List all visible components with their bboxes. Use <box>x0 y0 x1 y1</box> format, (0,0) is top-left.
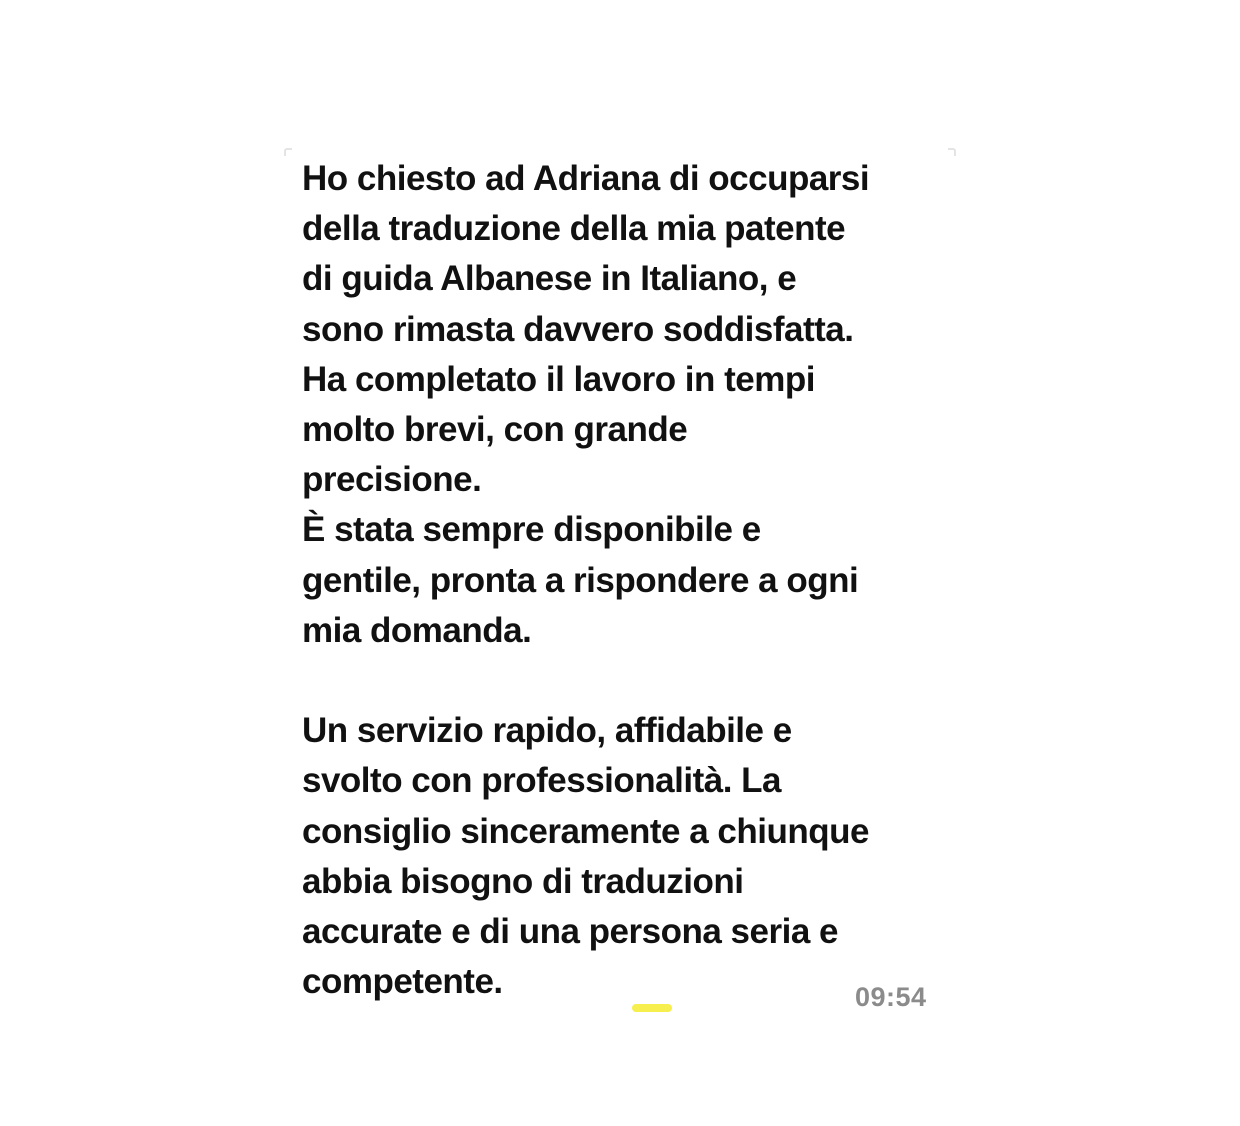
paragraph-spacer <box>302 656 952 706</box>
message-paragraph-3 <box>302 706 952 1007</box>
bubble-corner-top-left <box>284 148 292 156</box>
message-line: svolto con professionalità. La <box>302 761 781 801</box>
highlight-mark <box>632 1004 672 1012</box>
message-line: di guida Albanese in Italiano, e <box>302 259 797 299</box>
message-line: sono rimasta davvero soddisfatta. <box>302 309 854 349</box>
message-line: È stata sempre disponibile e <box>302 510 761 550</box>
message-line: abbia bisogno di traduzioni <box>302 861 744 901</box>
message-line: della traduzione della mia patente <box>302 209 846 249</box>
message-paragraph-1 <box>302 154 952 505</box>
message-line: mia domanda. <box>302 610 532 650</box>
message-line: competente. <box>302 962 503 1002</box>
message-line: Un servizio rapido, affidabile e <box>302 711 792 751</box>
message-timestamp: 09:54 <box>855 982 927 1012</box>
message-line: molto brevi, con grande <box>302 410 688 450</box>
message-line: Ha completato il lavoro in tempi <box>302 359 815 399</box>
message-line: gentile, pronta a rispondere a ogni <box>302 560 859 600</box>
message-text <box>302 154 952 1007</box>
message-line: consiglio sinceramente a chiunque <box>302 811 869 851</box>
message-line: Ho chiesto ad Adriana di occuparsi <box>302 159 870 198</box>
message-line: accurate e di una persona seria e <box>302 912 838 952</box>
message-paragraph-2 <box>302 505 952 656</box>
message-line: precisione. <box>302 460 482 500</box>
